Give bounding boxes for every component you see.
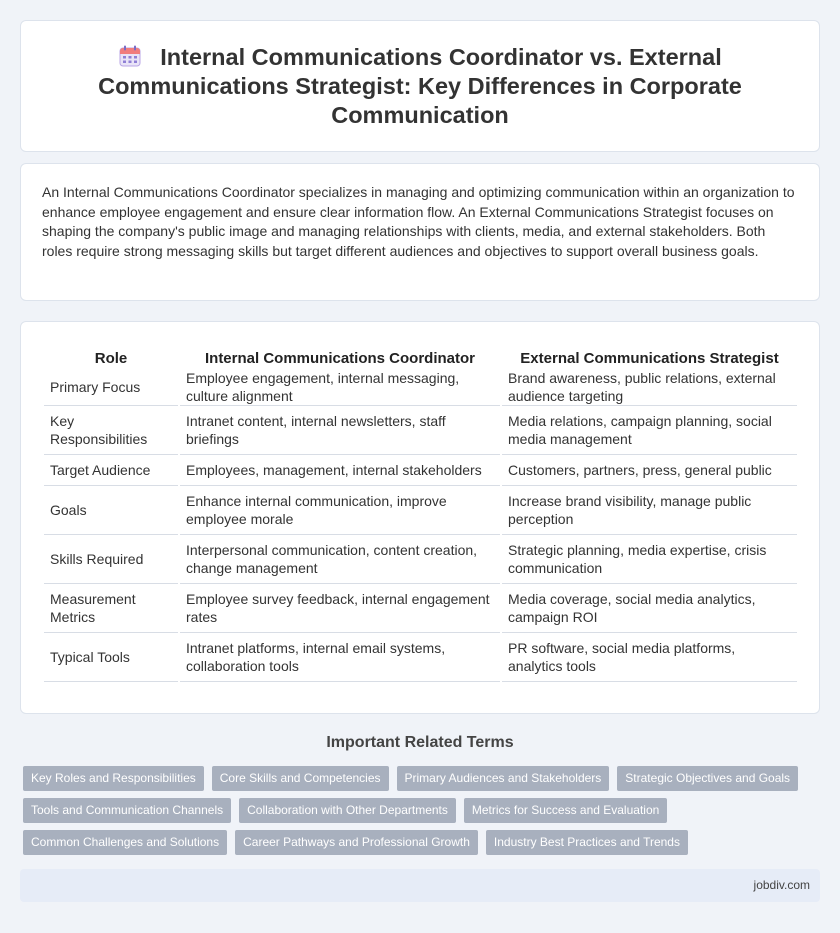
- row-label: Skills Required: [44, 535, 178, 584]
- internal-cell: Enhance internal communication, improve employee morale: [180, 486, 500, 535]
- table-row: [44, 486, 797, 535]
- footer-site-link[interactable]: jobdiv.com: [753, 878, 810, 892]
- external-cell: Brand awareness, public relations, external audience targeting: [502, 369, 797, 406]
- internal-cell: Interpersonal communication, content creation, change management: [180, 535, 500, 584]
- table-header-row: [44, 343, 797, 369]
- comparison-table-card: [20, 321, 820, 714]
- column-header-external: External Communications Strategist: [520, 350, 779, 367]
- table-row: [44, 584, 797, 633]
- table-row: [44, 455, 797, 486]
- table-row: [44, 535, 797, 584]
- row-label: Typical Tools: [44, 633, 178, 682]
- related-term-tag[interactable]: Career Pathways and Professional Growth: [235, 830, 478, 855]
- related-term-tag[interactable]: Collaboration with Other Departments: [239, 798, 456, 823]
- row-label: Key Responsibilities: [44, 406, 178, 455]
- row-label: Primary Focus: [44, 369, 178, 406]
- row-label: Measurement Metrics: [44, 584, 178, 633]
- table-row: [44, 633, 797, 682]
- related-term-tag[interactable]: Tools and Communication Channels: [23, 798, 231, 823]
- related-term-tag[interactable]: Common Challenges and Solutions: [23, 830, 227, 855]
- intro-paragraph: An Internal Communications Coordinator specializes in managing and optimizing communication within an organization to enhance employee engagement and ensure clear information flow. An External Communications Strategist focuses on shaping the company's public image and managing relationships with clients, media, and external stakeholders. Both roles require strong messaging skills but target different audiences and objectives to support overall business goals.: [42, 184, 795, 259]
- internal-cell: Employee engagement, internal messaging, culture alignment: [180, 369, 500, 406]
- related-term-tag[interactable]: Core Skills and Competencies: [212, 766, 389, 791]
- intro-card: [20, 163, 820, 301]
- external-cell: Strategic planning, media expertise, crisis communication: [502, 535, 797, 584]
- page-title: [61, 43, 779, 130]
- title-text: Internal Communications Coordinator vs. External Communications Strategist: Key Differences in Corporate Communication: [98, 44, 742, 128]
- related-term-tag[interactable]: Strategic Objectives and Goals: [617, 766, 798, 791]
- external-cell: Increase brand visibility, manage public perception: [502, 486, 797, 535]
- external-cell: Customers, partners, press, general public: [502, 455, 797, 486]
- related-terms-heading: Important Related Terms: [326, 734, 514, 751]
- internal-cell: Employee survey feedback, internal engagement rates: [180, 584, 500, 633]
- external-cell: PR software, social media platforms, analytics tools: [502, 633, 797, 682]
- comparison-table: [42, 343, 799, 682]
- related-terms-tags: [23, 766, 823, 862]
- external-cell: Media relations, campaign planning, social media management: [502, 406, 797, 455]
- internal-cell: Intranet content, internal newsletters, staff briefings: [180, 406, 500, 455]
- tag-row: [23, 830, 823, 855]
- internal-cell: Intranet platforms, internal email systems, collaboration tools: [180, 633, 500, 682]
- calendar-icon: [118, 44, 142, 68]
- column-header-internal: Internal Communications Coordinator: [204, 350, 475, 367]
- related-term-tag[interactable]: Industry Best Practices and Trends: [486, 830, 688, 855]
- internal-cell: Employees, management, internal stakeholders: [180, 455, 500, 486]
- row-label: Goals: [44, 486, 178, 535]
- tag-row: [23, 766, 823, 791]
- related-term-tag[interactable]: Primary Audiences and Stakeholders: [397, 766, 610, 791]
- row-label: Target Audience: [44, 455, 178, 486]
- tag-row: [23, 798, 823, 823]
- table-row: [44, 369, 797, 406]
- footer-bar: [20, 869, 820, 902]
- external-cell: Media coverage, social media analytics, campaign ROI: [502, 584, 797, 633]
- related-term-tag[interactable]: Key Roles and Responsibilities: [23, 766, 204, 791]
- related-term-tag[interactable]: Metrics for Success and Evaluation: [464, 798, 667, 823]
- table-row: [44, 406, 797, 455]
- title-card: [20, 20, 820, 152]
- column-header-role: Role: [94, 350, 128, 367]
